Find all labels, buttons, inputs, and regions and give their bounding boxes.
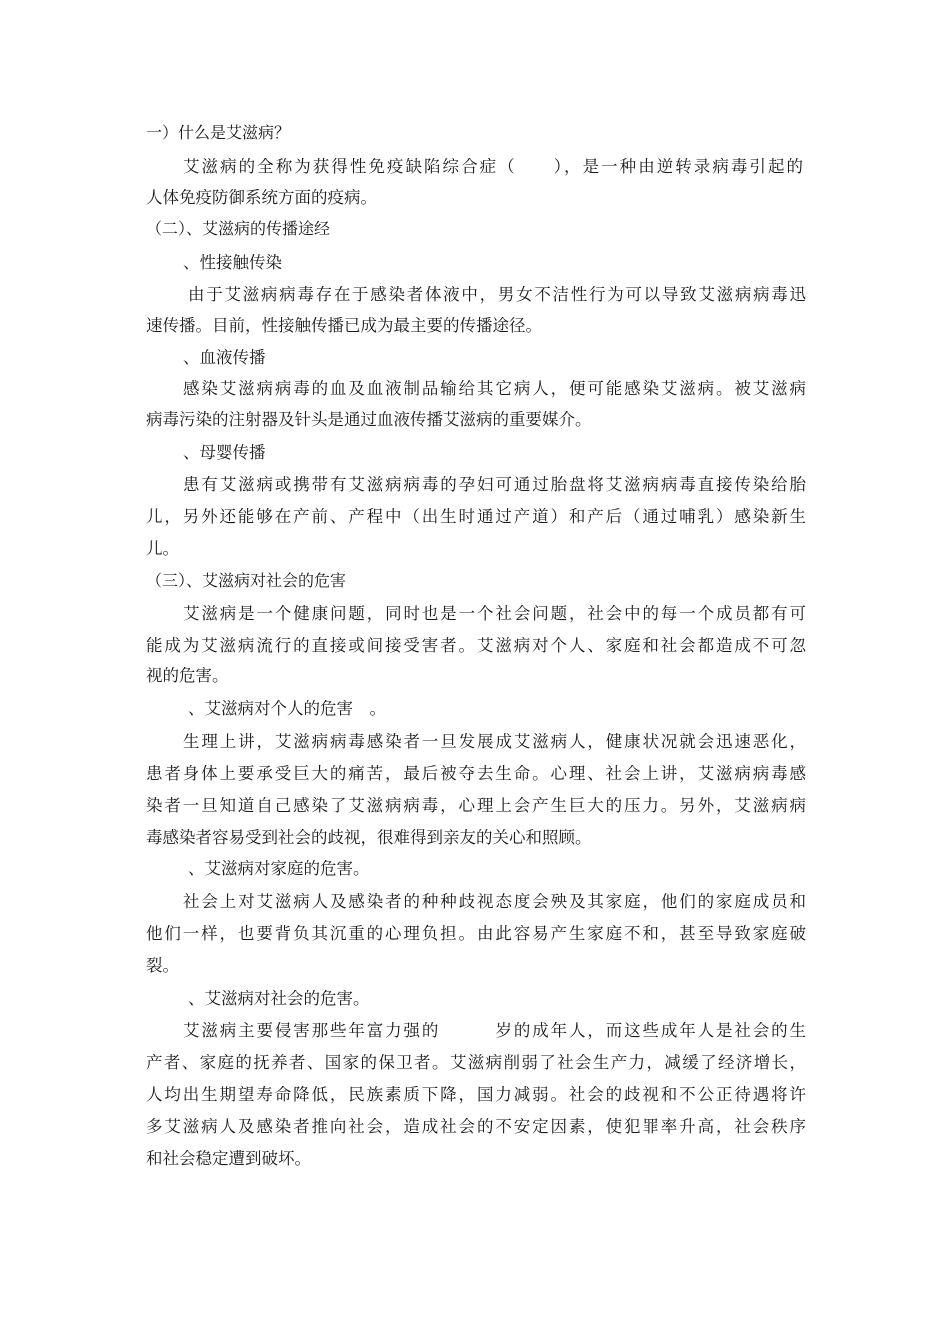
society-body-line: 人均出生期望寿命降低，民族素质下降，国力减弱。社会的歧视和不公正待遇将许	[146, 1085, 806, 1104]
sexual-body-line: 由于艾滋病病毒存在于感染者体液中，男女不洁性行为可以导致艾滋病病毒迅	[188, 285, 806, 304]
family-body-line: 社会上对艾滋病人及感染者的种种歧视态度会殃及其家庭，他们的家庭成员和	[183, 892, 806, 911]
society-body-line: 多艾滋病人及感染者推向社会，造成社会的不安定因素，使犯罪率升高，社会秩序	[146, 1117, 806, 1136]
subheading-society: 、艾滋病对社会的危害。	[188, 989, 370, 1008]
subheading-blood: 、血液传播	[183, 348, 266, 367]
mother-body-line: 儿。	[146, 539, 179, 558]
mother-body-line: 儿，另外还能够在产前、产程中（出生时通过产道）和产后（通过哺乳）感染新生	[146, 507, 806, 526]
society-body-line: 产者、家庭的抚养者、国家的保卫者。艾滋病削弱了社会生产力，减缓了经济增长，	[146, 1053, 806, 1072]
section1-body-line: 人体免疫防御系统方面的疫病。	[146, 188, 377, 207]
individual-body-line: 毒感染者容易受到社会的歧视，很难得到亲友的关心和照顾。	[146, 828, 592, 847]
section3-body-line: 能成为艾滋病流行的直接或间接受害者。艾滋病对个人、家庭和社会都造成不可忽	[146, 636, 806, 655]
section3-body-line: 视的危害。	[146, 666, 229, 685]
individual-body-line: 患者身体上要承受巨大的痛苦，最后被夺去生命。心理、社会上讲，艾滋病病毒感	[146, 764, 806, 783]
sexual-body-line: 速传播。目前，性接触传播已成为最主要的传播途径。	[146, 316, 542, 335]
blood-body-line: 感染艾滋病病毒的血及血液制品输给其它病人，便可能感染艾滋病。被艾滋病	[183, 379, 806, 398]
subheading-individual: 、艾滋病对个人的危害 。	[188, 699, 386, 718]
blood-body-line: 病毒污染的注射器及针头是通过血液传播艾滋病的重要媒介。	[146, 410, 592, 429]
individual-body-line: 染者一旦知道自己感染了艾滋病病毒，心理上会产生巨大的压力。另外，艾滋病病	[146, 796, 806, 815]
subheading-mother: 、母婴传播	[183, 443, 266, 462]
section1-heading: 一）什么是艾滋病？	[146, 123, 291, 142]
society-body-line: 艾滋病主要侵害那些年富力强的 岁的成年人，而这些成年人是社会的生	[183, 1021, 806, 1040]
family-body-line: 他们一样，也要背负其沉重的心理负担。由此容易产生家庭不和，甚至导致家庭破	[146, 924, 806, 943]
subheading-family: 、艾滋病对家庭的危害。	[188, 859, 370, 878]
subheading-sexual: 、性接触传染	[183, 253, 282, 272]
section3-body-line: 艾滋病是一个健康问题，同时也是一个社会问题，社会中的每一个成员都有可	[183, 604, 806, 623]
section2-heading: （二）、艾滋病的传播途经	[146, 219, 331, 238]
family-body-line: 裂。	[146, 956, 179, 975]
section1-body-line: 艾滋病的全称为获得性免疫缺陷综合症（ ），是一种由逆转录病毒引起的	[183, 157, 803, 176]
section3-heading: （三）、艾滋病对社会的危害	[146, 571, 347, 590]
individual-body-line: 生理上讲，艾滋病病毒感染者一旦发展成艾滋病人，健康状况就会迅速恶化，	[183, 732, 806, 751]
mother-body-line: 患有艾滋病或携带有艾滋病病毒的孕妇可通过胎盘将艾滋病病毒直接传染给胎	[183, 475, 806, 494]
society-body-line: 和社会稳定遭到破坏。	[146, 1149, 311, 1168]
